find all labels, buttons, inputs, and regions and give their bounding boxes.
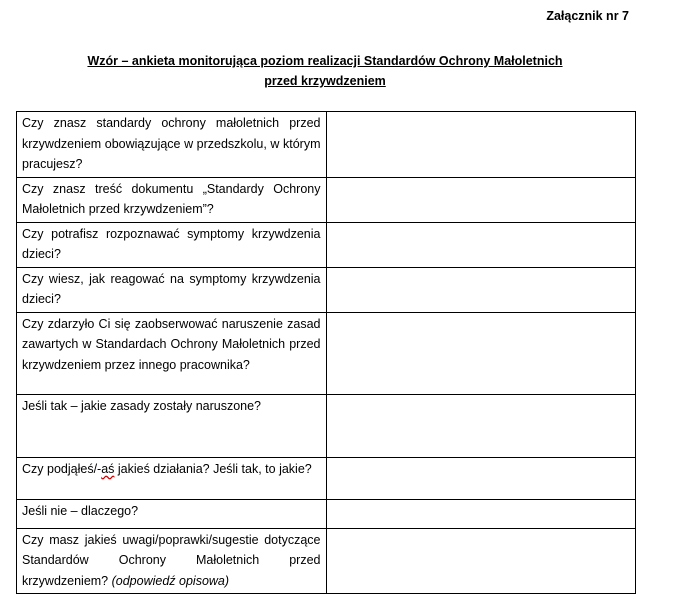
answer-cell[interactable] <box>326 528 636 594</box>
question-cell: Czy potrafisz rozpoznawać symptomy krzywdzenia dzieci? <box>17 222 327 267</box>
answer-cell[interactable] <box>326 499 636 528</box>
title-line-2: przed krzywdzeniem <box>264 74 386 88</box>
answer-cell[interactable] <box>326 457 636 499</box>
question-cell: Czy znasz standardy ochrony małoletnich przed krzywdzeniem obowiązujące w przedszkolu, w którym pracujesz? <box>17 112 327 178</box>
spellcheck-underlined-text: aś <box>101 461 115 476</box>
answer-cell[interactable] <box>326 312 636 394</box>
document-title <box>0 51 650 91</box>
question-text: jakieś działania? Jeśli tak, to jakie? <box>114 461 312 476</box>
question-cell: Czy zdarzyło Ci się zaobserwować naruszenie zasad zawartych w Standardach Ochrony Małoletnich przed krzywdzeniem przez innego pracownika? <box>17 312 327 394</box>
table-row <box>17 177 636 222</box>
answer-cell[interactable] <box>326 112 636 178</box>
question-cell: Czy znasz treść dokumentu „Standardy Ochrony Małoletnich przed krzywdzeniem”? <box>17 177 327 222</box>
question-cell: Czy wiesz, jak reagować na symptomy krzywdzenia dzieci? <box>17 267 327 312</box>
table-row <box>17 112 636 178</box>
table-row <box>17 394 636 457</box>
descriptive-answer-hint: (odpowiedź opisowa) <box>108 573 230 588</box>
question-cell <box>17 457 327 499</box>
table-row <box>17 267 636 312</box>
survey-table <box>16 111 636 594</box>
table-row <box>17 499 636 528</box>
question-text: Czy podjąłeś/- <box>22 461 102 476</box>
table-row <box>17 457 636 499</box>
table-row <box>17 222 636 267</box>
question-cell: Jeśli tak – jakie zasady zostały naruszone? <box>17 394 327 457</box>
table-row <box>17 312 636 394</box>
attachment-label: Załącznik nr 7 <box>546 9 629 23</box>
answer-cell[interactable] <box>326 177 636 222</box>
table-row <box>17 528 636 594</box>
answer-cell[interactable] <box>326 222 636 267</box>
question-cell <box>17 528 327 594</box>
question-text: Czy masz jakieś uwagi/poprawki/sugestie dotyczące Standardów Ochrony Małoletnich przed krzywdzeniem? <box>22 532 321 588</box>
title-line-1: Wzór – ankieta monitorująca poziom realizacji Standardów Ochrony Małoletnich <box>87 54 563 68</box>
answer-cell[interactable] <box>326 267 636 312</box>
answer-cell[interactable] <box>326 394 636 457</box>
question-cell: Jeśli nie – dlaczego? <box>17 499 327 528</box>
